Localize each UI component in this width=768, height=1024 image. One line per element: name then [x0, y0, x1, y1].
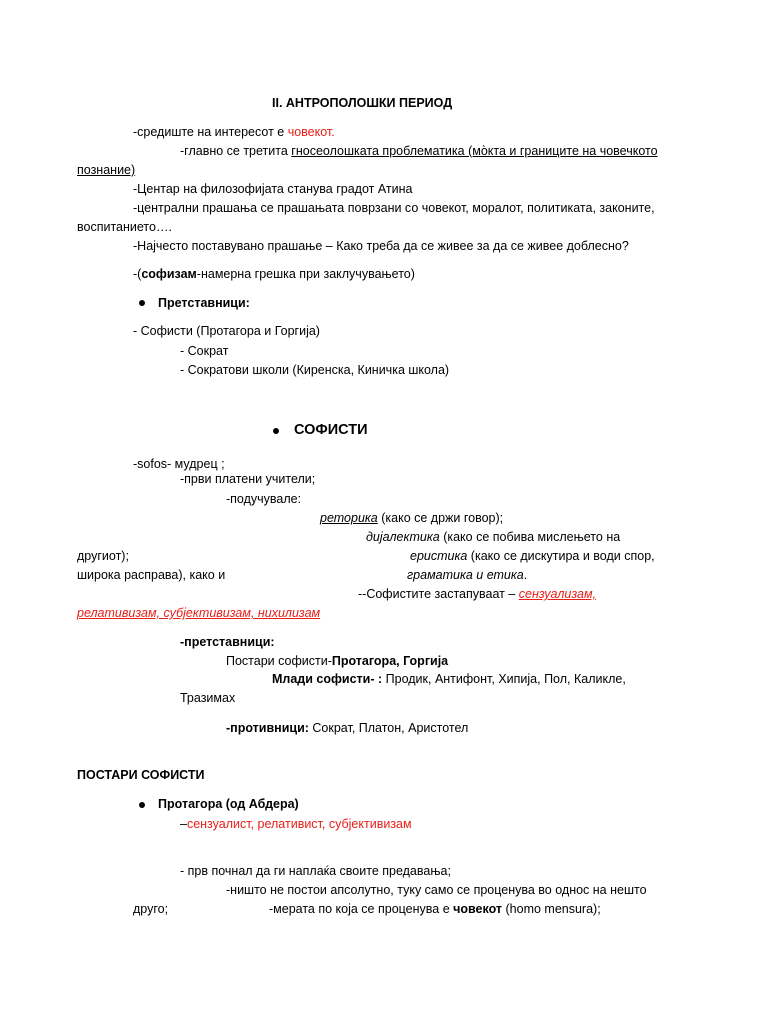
homo-mensura-post: (homo mensura);: [502, 902, 601, 916]
gramatika-dot: .: [523, 568, 528, 582]
sofisti-line-3: -подучувале:: [226, 492, 302, 506]
reps-heading: Претставници:: [158, 296, 250, 310]
pretstavnici-label: -претставници:: [180, 635, 275, 649]
sofizam-term: софизам: [141, 267, 197, 281]
eristika-line: [410, 548, 655, 564]
mladi-names: Продик, Антифонт, Хипија, Пол, Каликле,: [385, 672, 626, 686]
eristika-term: еристика: [410, 549, 468, 563]
page-title: II. АНТРОПОЛОШКИ ПЕРИОД: [272, 96, 453, 110]
protagora-dash: –: [180, 817, 187, 831]
protagora-line-3b: [269, 901, 601, 917]
protivnici-label: -противници:: [226, 721, 313, 735]
sofisti-line-1: -sofos- мудрец ;: [133, 457, 225, 471]
intro-line-4: -Центар на филозофијата станува градот Атина: [133, 182, 413, 196]
zastapuvaat-text: --Софистите застапуваат –: [358, 587, 519, 601]
intro-line-8-post: -намерна грешка при заклучувањето): [196, 267, 415, 281]
zastapuvaat-line: [358, 586, 596, 602]
siroka-text: широка расправа), како и: [77, 568, 226, 582]
isms-line: релативизам, субјективизам, нихилизам: [77, 606, 321, 620]
dijalektika-term: дијалектика: [366, 530, 440, 544]
mladi-label: Млади софисти- :: [272, 672, 386, 686]
intro-line-1-text: -средиште на интересот е: [133, 125, 288, 139]
intro-line-7: -Најчесто поставувано прашање – Како треба да се живее за да се живее доблесно?: [133, 239, 629, 253]
highlight-chovekot: човекот.: [287, 125, 335, 139]
homo-mensura-pre: -мерата по која се проценува е: [269, 902, 454, 916]
reps-item-1: - Софисти (Протагора и Горгија): [133, 324, 320, 338]
postari-line: [226, 653, 448, 669]
intro-line-2: [180, 143, 658, 159]
drugiot-text: другиот);: [77, 549, 129, 563]
reps-item-2: - Сократ: [180, 344, 229, 358]
retorika-term: реторика: [320, 511, 378, 525]
intro-line-5: -централни прашања се прашањата поврзани со човекот, моралот, политиката, законите,: [133, 201, 655, 215]
intro-line-8: [133, 266, 415, 282]
bullet-icon: [139, 802, 145, 808]
postari-label: Постари софисти-: [226, 654, 332, 668]
bullet-icon: [139, 300, 145, 306]
retorika-desc: (како се држи говор);: [377, 511, 504, 525]
protagora-line-3a: друго;: [133, 902, 169, 916]
gramatika-term: граматика и етика: [407, 568, 524, 582]
homo-mensura-chovekot: човекот: [453, 902, 503, 916]
retorika-line: [320, 510, 503, 526]
protivnici-line: [226, 720, 468, 736]
protagora-heading: Протагора (од Абдера): [158, 797, 299, 811]
senzualizam-term: сензуализам,: [518, 587, 596, 601]
reps-item-3: - Сократови школи (Киренска, Киничка школа): [180, 363, 450, 377]
underlined-gnoseology: гносеолошката проблематика (мо̀кта и границите на човечкото: [291, 144, 658, 158]
protivnici-names: Сократ, Платон, Аристотел: [312, 721, 469, 735]
protagora-line-2: -ништо не постои апсолутно, туку само се проценува во однос на нешто: [226, 883, 647, 897]
sofisti-heading: СОФИСТИ: [294, 422, 368, 438]
eristika-desc: (како се дискутира и води спор,: [467, 549, 655, 563]
sofisti-line-2: -први платени учители;: [180, 472, 316, 486]
trazimah-text: Тразимах: [180, 691, 236, 705]
intro-line-2-text: -главно се третита: [180, 144, 292, 158]
dijalektika-line: [366, 529, 620, 545]
dijalektika-desc: (како се побива мислењето на: [439, 530, 621, 544]
mladi-line: [272, 671, 626, 687]
bullet-icon: [273, 428, 279, 434]
intro-line-8-pre: -(: [133, 267, 142, 281]
postari-heading: ПОСТАРИ СОФИСТИ: [77, 768, 205, 782]
protagora-line-1: - прв почнал да ги наплаќа своите предавања;: [180, 864, 451, 878]
postari-names: Протагора, Горгија: [331, 654, 449, 668]
intro-line-3: познание): [77, 163, 136, 177]
protagora-desc: [180, 816, 412, 832]
gramatika-line: [407, 567, 527, 583]
protagora-traits: сензуалист, релативист, субјективизам: [186, 817, 412, 831]
intro-line-6: воспитанието….: [77, 220, 172, 234]
intro-line-1: [133, 124, 335, 140]
